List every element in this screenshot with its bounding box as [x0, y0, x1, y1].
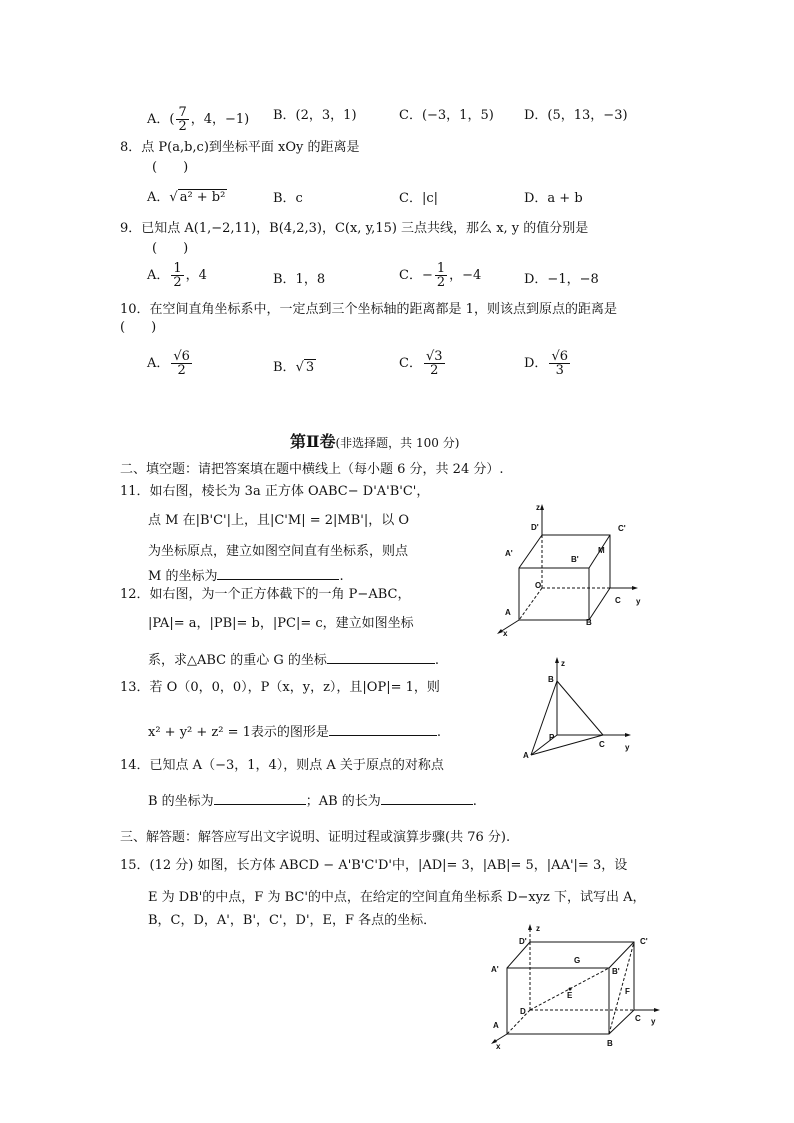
- fig3-label-c1: C': [640, 937, 648, 946]
- fig2-label-p: P: [549, 733, 555, 742]
- fig2-label-z: z: [561, 659, 565, 668]
- q10-option-d-fraction: $\frac{√6}{3}$: [551, 349, 568, 378]
- q9-option-b: B．1，8: [273, 272, 326, 287]
- q12-line3: 系，求△ABC 的重心 G 的坐标 .: [148, 650, 439, 669]
- fig3-label-g: G: [574, 956, 581, 965]
- figure-cube: [490, 500, 660, 645]
- fig1-label-a: A: [505, 608, 511, 617]
- q11-line4: M 的坐标为 .: [148, 566, 344, 585]
- q14-line2: B 的坐标为 ；AB 的长为 .: [148, 791, 477, 810]
- fig2-label-b: B: [548, 675, 554, 684]
- q8-option-c: C．|c|: [399, 191, 438, 206]
- fig2-label-y: y: [625, 743, 630, 752]
- q9-option-a-fraction: $\frac{1}{2}$: [173, 261, 182, 290]
- q15-line3: B，C，D，A'，B'，C'，D'，E，F 各点的坐标．: [148, 913, 437, 928]
- fig1-label-o: O: [535, 581, 542, 590]
- q13-answer-blank[interactable]: [329, 722, 437, 736]
- fig1-label-c1: C': [618, 524, 626, 533]
- fig3-label-b1: B': [612, 967, 620, 976]
- figure-box: [482, 922, 672, 1054]
- q12-line1: 12．如右图，为一个正方体截下的一角 P−ABC，: [120, 587, 411, 602]
- q12-answer-blank[interactable]: [327, 650, 435, 664]
- part2-title: 第Ⅱ卷(非选择题，共 100 分): [290, 432, 460, 451]
- q9-option-c-fraction: $\frac{1}{2}$: [436, 261, 446, 290]
- fig1-label-a1: A': [505, 549, 513, 558]
- fig3-label-x: x: [496, 1042, 501, 1051]
- q7-option-b: B．(2，3，1): [273, 108, 357, 123]
- q7-option-a: A．( $\frac{7}{2}$ ，4，−1): [147, 105, 250, 134]
- q13-line1: 13．若 O（0，0，0），P（x，y，z），且|OP|= 1，则: [120, 680, 440, 695]
- q9-option-a: A． $\frac{1}{2}$ ，4: [147, 261, 207, 290]
- q8-option-b: B．c: [273, 191, 303, 206]
- q8-option-d: D．a + b: [524, 191, 583, 206]
- fig3-label-a1: A': [491, 965, 499, 974]
- q9-option-c: C．− $\frac{1}{2}$ ，−4: [399, 261, 482, 290]
- fig2-label-c: C: [599, 740, 605, 749]
- q12-line2: |PA|= a，|PB|= b，|PC|= c，建立如图坐标: [148, 616, 414, 631]
- q13-line2: x² + y² + z² = 1表示的图形是 .: [148, 722, 441, 741]
- q11-answer-blank[interactable]: [217, 566, 339, 580]
- q10-option-a-fraction: $\frac{√6}{2}$: [173, 349, 190, 378]
- fig1-label-y: y: [636, 597, 641, 606]
- fig1-label-x: x: [503, 629, 508, 638]
- q11-line1: 11．如右图，棱长为 3a 正方体 OABC− D'A'B'C'，: [120, 484, 430, 499]
- fig1-label-b1: B': [571, 555, 579, 564]
- fig2-label-a: A: [523, 751, 529, 760]
- fig1-label-b: B: [586, 618, 592, 627]
- fig3-label-z: z: [536, 924, 540, 933]
- q10-option-c: C． $\frac{√3}{2}$: [399, 349, 443, 378]
- q10-paren: ( ): [120, 320, 157, 335]
- q7-option-d: D．(5，13，−3): [524, 108, 628, 123]
- q15-line1: 15．(12 分) 如图，长方体 ABCD − A'B'C'D'中，|AD|= 3，|AB|= 5，|AA'|= 3，设: [120, 858, 628, 873]
- q9-stem: 9．已知点 A(1,−2,11)，B(4,2,3)，C(x, y,15) 三点共线，那么 x, y 的值分别是: [120, 221, 589, 236]
- fig3-label-d: D: [520, 1007, 526, 1016]
- q10-stem: 10．在空间直角坐标系中，一定点到三个坐标轴的距离都是 1，则该点到原点的距离是: [120, 302, 617, 317]
- figure-corner: [515, 655, 645, 770]
- q11-line2: 点 M 在|B'C'|上，且|C'M| = 2|MB'|，以 O: [148, 513, 409, 528]
- fill-heading: 二、填空题：请把答案填在题中横线上（每小题 6 分，共 24 分）.: [120, 462, 504, 477]
- q11-line3: 为坐标原点，建立如图空间直有坐标系，则点: [148, 544, 409, 559]
- q7-option-a-fraction: $\frac{7}{2}$: [178, 105, 187, 134]
- fig3-label-c: C: [635, 1014, 641, 1023]
- fig1-label-z: z: [536, 503, 540, 512]
- q7-option-c: C．(−3，1，5): [399, 108, 494, 123]
- fig3-label-e: E: [567, 991, 573, 1000]
- q14-blank-ab[interactable]: [381, 791, 473, 805]
- fig3-label-y: y: [651, 1017, 656, 1026]
- q15-line2: E 为 DB'的中点，F 为 BC'的中点，在给定的空间直角坐标系 D−xyz 下，试写出 A，: [148, 890, 646, 905]
- fig3-label-b: B: [607, 1039, 613, 1048]
- q9-option-d: D．−1，−8: [524, 272, 599, 287]
- q8-option-a: A．√ a² + b²: [147, 190, 226, 205]
- q14-line1: 14．已知点 A（−3，1，4），则点 A 关于原点的对称点: [120, 758, 444, 773]
- q8-paren: ( ): [152, 160, 189, 175]
- fig3-label-a: A: [493, 1021, 499, 1030]
- fig1-label-m: M: [598, 546, 605, 555]
- q9-paren: ( ): [152, 241, 189, 256]
- q10-option-b: B．√ 3: [273, 360, 315, 375]
- fig3-label-d1: D': [519, 937, 527, 946]
- q8-stem: 8．点 P(a,b,c)到坐标平面 xOy 的距离是: [120, 140, 360, 155]
- q10-option-d: D． $\frac{√6}{3}$: [524, 349, 568, 378]
- fig3-label-f: F: [625, 987, 630, 996]
- q10-option-c-fraction: $\frac{√3}{2}$: [425, 349, 443, 378]
- q10-option-a: A． $\frac{√6}{2}$: [147, 349, 190, 378]
- fig1-label-c: C: [615, 596, 621, 605]
- q14-blank-b[interactable]: [214, 791, 306, 805]
- solve-heading: 三、解答题：解答应写出文字说明、证明过程或演算步骤(共 76 分).: [120, 830, 511, 845]
- fig1-label-d1: D': [531, 523, 539, 532]
